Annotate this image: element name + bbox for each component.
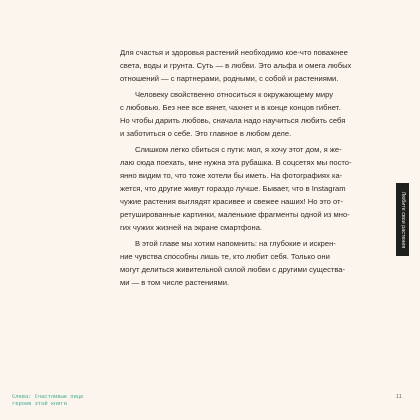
text-line: жется, что другие живут гораздо лучше. Бывает, что в Instagram [120, 183, 346, 193]
photo-caption [12, 394, 83, 408]
caption-line: героев этой книги [12, 401, 67, 407]
body-text [120, 46, 370, 292]
text-line: света, воды и грунта. Суть — в любви. Это альфа и омега любых [120, 61, 352, 71]
text-line: могут делиться живительной силой любви с другими существа- [120, 265, 346, 274]
paragraph-3 [120, 143, 370, 235]
text-line: ми — в том числе растениями. [120, 278, 230, 288]
text-line: с любовью. Без нее все вянет, чахнет и в конце концов гибнет. [120, 102, 341, 112]
text-line: Слишком легко сбиться с пути: мол, я хочу этот дом, я же- [135, 144, 342, 154]
paragraph-1 [120, 46, 370, 85]
chapter-side-tab-label: Любите свои растения [399, 191, 406, 248]
text-line: гих чужих жизней на экране смартфона. [120, 223, 263, 233]
text-line: Но чтобы дарить любовь, сначала надо научиться любить себя [120, 115, 346, 125]
text-line: чужие растения выглядят красивее и свежее наших! Но это от- [120, 197, 344, 207]
text-line: В этой главе мы хотим напомнить: на глубокие и искрен- [135, 238, 336, 248]
page-number: 11 [396, 394, 402, 400]
chapter-side-tab [396, 183, 409, 256]
text-line: Для счастья и здоровья растений необходимо кое-что поважнее [120, 48, 348, 57]
text-line: ретушированные картинки, маленькие фрагменты одной из мно- [120, 210, 350, 220]
text-line: лаю сюда поехать, мне нужна эта рубашка. В соцсетях мы посто- [120, 157, 352, 167]
paragraph-2 [120, 88, 370, 140]
text-line: и заботиться о себе. Это главное в любом деле. [120, 129, 292, 139]
text-line: отношений — с партнерами, родными, с собой и растениями. [120, 74, 339, 84]
caption-line: Слева: Счастливые лица [12, 394, 84, 400]
text-line: ние чувства способны лишь те, кто любит себя. Только они [120, 251, 330, 261]
text-line: Человеку свойственно относиться к окружающему миру [135, 89, 334, 99]
text-line: янно видим то, что тоже хотели бы иметь. На фотографиях ка- [120, 170, 343, 180]
paragraph-4 [120, 237, 370, 289]
